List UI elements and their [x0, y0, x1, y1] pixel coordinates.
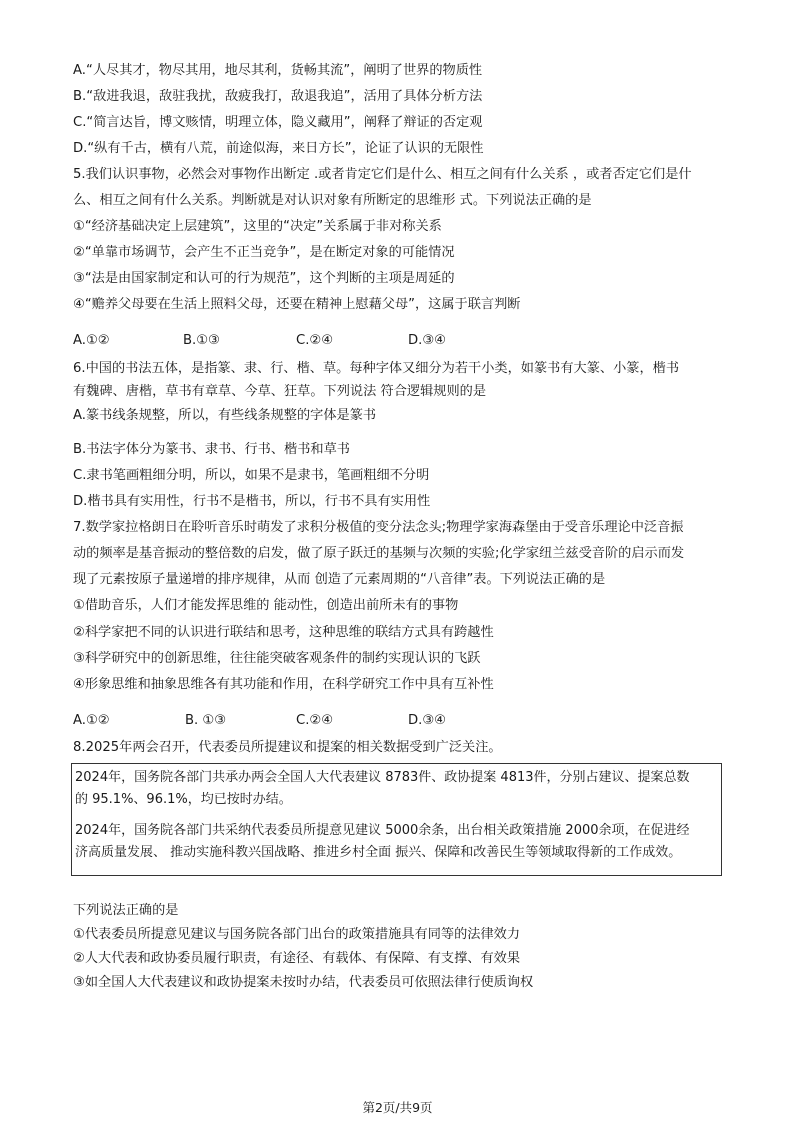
q5-choice-a: A.①② — [73, 333, 110, 348]
q7-stem-line: 动的频率是基音振动的整倍数的启发，做了原子跃迁的基频与次频的实验;化学家纽兰兹受音阶的启示而发 — [73, 546, 685, 561]
q8-material-line: 的 95.1%、96.1%，均已按时办结。 — [75, 792, 292, 807]
q8-item: ①代表委员所提意见建议与国务院各部门出台的政策措施具有同等的法律效力 — [73, 927, 521, 942]
page-number: 第2页/共9页 — [362, 1100, 433, 1115]
q7-choice-b: B. ①③ — [185, 713, 227, 728]
q7-stem-line: 7.数学家拉格朗日在聆听音乐时萌发了求积分极值的变分法念头;物理学家海森堡由于受音乐理论中泛音振 — [73, 520, 684, 535]
q7-item: ③科学研究中的创新思维，往往能突破客观条件的制约实现认识的飞跃 — [73, 651, 481, 666]
q7-choice-a: A.①② — [73, 713, 110, 728]
q7-item: ④形象思维和抽象思维各有其功能和作用，在科学研究工作中具有互补性 — [73, 677, 494, 692]
q8-material-box — [71, 763, 722, 876]
q4-option-a: A.“人尽其才，物尽其用，地尽其利，货畅其流”，阐明了世界的物质性 — [73, 63, 483, 78]
q8-prompt: 下列说法正确的是 — [73, 903, 179, 918]
q7-choice-d: D.③④ — [408, 713, 446, 728]
q5-item: ②“单靠市场调节，会产生不正当竞争”，是在断定对象的可能情况 — [73, 245, 455, 260]
q4-option-b: B.“敌进我退，敌驻我扰，敌疲我打，敌退我追”，活用了具体分析方法 — [73, 89, 483, 104]
q8-material-line: 济高质量发展、 推动实施科教兴国战略、推进乡村全面 振兴、保障和改善民生等领域取得新的工作成效。 — [75, 845, 682, 860]
q8-item: ②人大代表和政协委员履行职责，有途径、有载体、有保障、有支撑、有效果 — [73, 951, 521, 966]
q5-item: ①“经济基础决定上层建筑”，这里的“决定”关系属于非对称关系 — [73, 219, 442, 234]
q4-option-d: D.“纵有千古，横有八荒，前途似海，来日方长”，论证了认识的无限性 — [73, 141, 484, 156]
q7-stem-line: 现了元素按原子量递增的排序规律，从而 创造了元素周期的“八音律”表。下列说法正确的是 — [73, 572, 606, 587]
q4-option-c: C.“简言达旨，博文赅情，明理立体，隐义藏用”，阐释了辩证的否定观 — [73, 115, 483, 130]
q8-item: ③如全国人大代表建议和政协提案未按时办结，代表委员可依照法律行使质询权 — [73, 975, 534, 990]
q5-item: ③“法是由国家制定和认可的行为规范”，这个判断的主项是周延的 — [73, 271, 455, 286]
q6-stem-line: 有魏碑、唐楷，草书有章草、今草、狂草。下列说法 符合逻辑规则的是 — [73, 384, 487, 399]
q6-option-b: B.书法字体分为篆书、隶书、行书、楷书和草书 — [73, 442, 350, 457]
q6-option-c: C.隶书笔画粗细分明，所以，如果不是隶书，笔画粗细不分明 — [73, 468, 430, 483]
q8-material-line: 2024年，国务院各部门共承办两会全国人大代表建议 8783件、政协提案 4813件，分别占建议、提案总数 — [75, 770, 690, 785]
q5-stem-line: 么、相互之间有什么关系。判断就是对认识对象有所断定的思维形 式。下列说法正确的是 — [73, 193, 592, 208]
q7-item: ①借助音乐，人们才能发挥思维的 能动性，创造出前所未有的事物 — [73, 598, 459, 613]
q6-option-a: A.篆书线条规整，所以，有些线条规整的字体是篆书 — [73, 408, 377, 423]
q6-stem-line: 6.中国的书法五体，是指篆、隶、行、楷、草。每种字体又细分为若干小类，如篆书有大篆、小篆，楷书 — [73, 361, 680, 376]
q8-stem: 8.2025年两会召开，代表委员所提建议和提案的相关数据受到广泛关注。 — [73, 740, 502, 755]
q5-stem-line: 5.我们认识事物，必然会对事物作出断定 .或者肯定它们是什么、相互之间有什么关系 ，或者否定它们是什 — [73, 167, 692, 182]
q7-choice-c: C.②④ — [296, 713, 334, 728]
q5-item: ④“赡养父母要在生活上照料父母，还要在精神上慰藉父母”，这属于联言判断 — [73, 297, 521, 312]
q5-choice-c: C.②④ — [296, 333, 334, 348]
q5-choice-b: B.①③ — [183, 333, 220, 348]
q7-item: ②科学家把不同的认识进行联结和思考，这种思维的联结方式具有跨越性 — [73, 625, 494, 640]
q6-option-d: D.楷书具有实用性，行书不是楷书，所以，行书不具有实用性 — [73, 494, 431, 509]
q8-material-line: 2024年，国务院各部门共采纳代表委员所提意见建议 5000余条，出台相关政策措施 2000余项，在促进经 — [75, 823, 690, 838]
q5-choice-d: D.③④ — [408, 333, 446, 348]
